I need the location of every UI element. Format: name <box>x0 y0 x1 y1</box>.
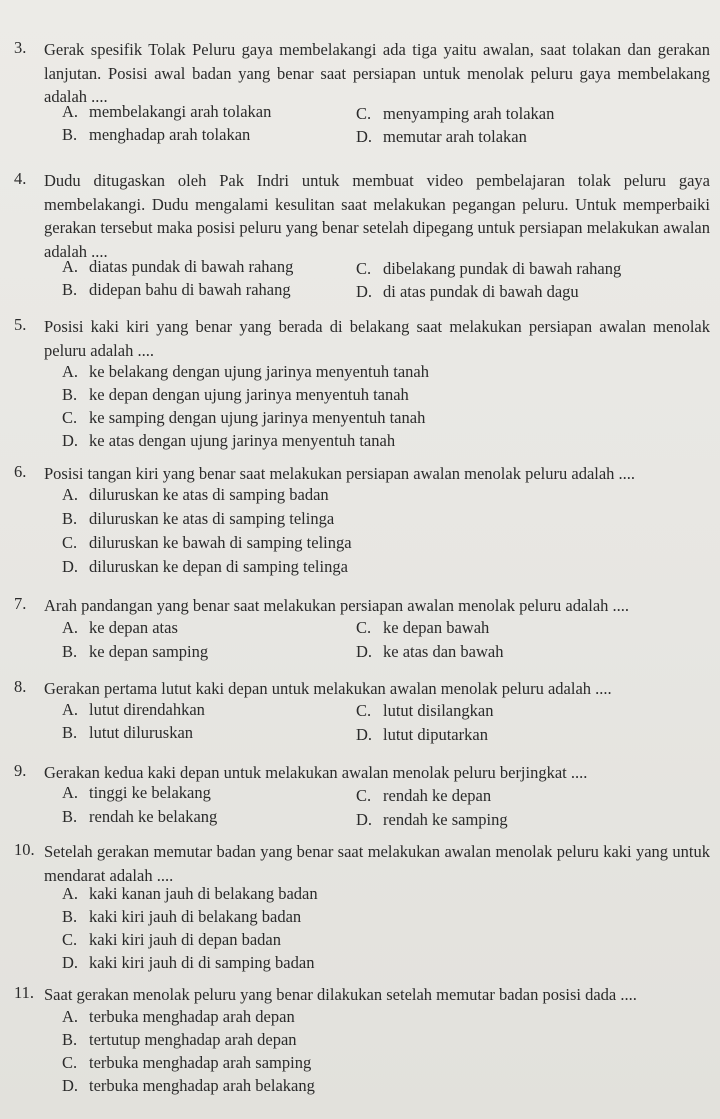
option-label: C. <box>356 786 372 805</box>
option-text: terbuka menghadap arah samping <box>89 1053 312 1072</box>
option-text: lutut direndahkan <box>89 700 205 719</box>
option-label: D. <box>356 127 373 146</box>
option-text: menyamping arah tolakan <box>383 104 555 123</box>
option-label: B. <box>62 509 78 528</box>
option-text: rendah ke depan <box>383 786 492 805</box>
option-text: diluruskan ke atas di samping telinga <box>89 509 335 528</box>
option-text: ke belakang dengan ujung jarinya menyentuh tanah <box>89 362 429 381</box>
option-label: C. <box>356 618 372 637</box>
question-text: Dudu ditugaskan oleh Pak Indri untuk membuat video pembelajaran tolak peluru gaya membelakangi. Dudu mengalami kesulitan saat melakukan pegangan peluru. Untuk memperbaiki gerakan tersebut maka posisi peluru yang benar setelah dipegang untuk persiapan melakukan awalan adalah .... <box>44 171 710 261</box>
option-label: B. <box>62 807 78 826</box>
option-text: tertutup menghadap arah depan <box>89 1030 297 1049</box>
option-text: ke depan atas <box>89 618 178 637</box>
option-label: A. <box>62 783 79 802</box>
question-text: Posisi kaki kiri yang benar yang berada di belakang saat melakukan persiapan awalan menolak peluru adalah .... <box>44 317 710 360</box>
option-text: didepan bahu di bawah rahang <box>89 280 291 299</box>
question-text: Arah pandangan yang benar saat melakukan persiapan awalan menolak peluru adalah .... <box>44 596 630 615</box>
question-text: Gerakan pertama lutut kaki depan untuk melakukan awalan menolak peluru adalah .... <box>44 679 612 698</box>
option-label: A. <box>62 362 79 381</box>
option-a[interactable] <box>62 700 205 720</box>
option-label: D. <box>62 557 79 576</box>
option-c[interactable] <box>356 618 489 638</box>
option-b[interactable] <box>62 385 409 405</box>
option-d[interactable] <box>356 642 504 662</box>
option-a[interactable] <box>62 257 293 277</box>
option-label: D. <box>62 1076 79 1095</box>
option-label: A. <box>62 884 79 903</box>
option-d[interactable] <box>62 1076 315 1096</box>
question-text: Posisi tangan kiri yang benar saat melakukan persiapan awalan menolak peluru adalah .... <box>44 464 636 483</box>
option-b[interactable] <box>62 807 217 827</box>
option-a[interactable] <box>62 362 429 382</box>
option-text: lutut disilangkan <box>383 701 494 720</box>
option-text: ke atas dengan ujung jarinya menyentuh tanah <box>89 431 396 450</box>
option-d[interactable] <box>356 127 527 147</box>
option-text: memutar arah tolakan <box>383 127 527 146</box>
option-text: diatas pundak di bawah rahang <box>89 257 294 276</box>
option-label: A. <box>62 257 79 276</box>
option-a[interactable] <box>62 884 318 904</box>
option-c[interactable] <box>356 104 554 124</box>
option-text: terbuka menghadap arah belakang <box>89 1076 315 1095</box>
option-text: rendah ke belakang <box>89 807 218 826</box>
option-c[interactable] <box>356 701 493 721</box>
option-label: D. <box>356 642 373 661</box>
question-number: 11. <box>14 983 35 1002</box>
option-text: di atas pundak di bawah dagu <box>383 282 579 301</box>
option-c[interactable] <box>62 930 281 950</box>
option-label: A. <box>62 102 79 121</box>
option-label: C. <box>62 930 78 949</box>
option-label: A. <box>62 485 79 504</box>
option-label: C. <box>356 701 372 720</box>
option-label: A. <box>62 1007 79 1026</box>
option-label: D. <box>356 810 373 829</box>
option-b[interactable] <box>62 509 334 529</box>
option-text: diluruskan ke depan di samping telinga <box>89 557 348 576</box>
option-b[interactable] <box>62 125 250 145</box>
option-b[interactable] <box>62 723 193 743</box>
option-label: B. <box>62 280 78 299</box>
option-b[interactable] <box>62 642 208 662</box>
option-text: terbuka menghadap arah depan <box>89 1007 295 1026</box>
option-b[interactable] <box>62 907 301 927</box>
option-text: kaki kiri jauh di belakang badan <box>89 907 302 926</box>
option-a[interactable] <box>62 618 178 638</box>
question-text: Saat gerakan menolak peluru yang benar dilakukan setelah memutar badan posisi dada .... <box>44 985 637 1004</box>
option-text: kaki kiri jauh di di samping badan <box>89 953 315 972</box>
option-d[interactable] <box>356 282 579 302</box>
option-text: dibelakang pundak di bawah rahang <box>383 259 622 278</box>
option-text: ke depan bawah <box>383 618 490 637</box>
option-label: B. <box>62 642 78 661</box>
option-label: B. <box>62 1030 78 1049</box>
option-text: kaki kiri jauh di depan badan <box>89 930 281 949</box>
question-text: Setelah gerakan memutar badan yang benar saat melakukan awalan menolak peluru kaki yang untuk mendarat adalah .... <box>44 842 710 885</box>
option-label: D. <box>62 953 79 972</box>
option-label: C. <box>356 259 372 278</box>
option-a[interactable] <box>62 1007 295 1027</box>
option-text: ke samping dengan ujung jarinya menyentuh tanah <box>89 408 426 427</box>
option-a[interactable] <box>62 783 211 803</box>
option-a[interactable] <box>62 485 329 505</box>
question-number: 3. <box>14 38 27 57</box>
option-d[interactable] <box>62 953 314 973</box>
option-label: C. <box>356 104 372 123</box>
option-text: diluruskan ke bawah di samping telinga <box>89 533 352 552</box>
option-d[interactable] <box>356 810 508 830</box>
option-text: menghadap arah tolakan <box>89 125 251 144</box>
option-text: rendah ke samping <box>383 810 508 829</box>
option-d[interactable] <box>356 725 488 745</box>
option-label: B. <box>62 907 78 926</box>
question-number: 10. <box>14 840 35 859</box>
option-label: B. <box>62 125 78 144</box>
option-a[interactable] <box>62 102 271 122</box>
option-c[interactable] <box>356 259 621 279</box>
option-text: membelakangi arah tolakan <box>89 102 272 121</box>
option-c[interactable] <box>62 408 425 428</box>
option-b[interactable] <box>62 280 291 300</box>
option-text: ke depan samping <box>89 642 209 661</box>
question-number: 9. <box>14 761 27 780</box>
option-d[interactable] <box>62 431 395 451</box>
option-text: ke depan dengan ujung jarinya menyentuh tanah <box>89 385 409 404</box>
option-label: C. <box>62 533 78 552</box>
option-text: diluruskan ke atas di samping badan <box>89 485 329 504</box>
question-number: 4. <box>14 169 27 188</box>
option-label: B. <box>62 723 78 742</box>
option-label: A. <box>62 700 79 719</box>
question-number: 8. <box>14 677 27 696</box>
option-label: C. <box>62 408 78 427</box>
option-label: B. <box>62 385 78 404</box>
option-c[interactable] <box>356 786 491 806</box>
option-c[interactable] <box>62 1053 311 1073</box>
option-b[interactable] <box>62 1030 297 1050</box>
option-d[interactable] <box>62 557 348 577</box>
question-number: 6. <box>14 462 27 481</box>
option-text: kaki kanan jauh di belakang badan <box>89 884 318 903</box>
option-label: A. <box>62 618 79 637</box>
option-c[interactable] <box>62 533 352 553</box>
option-text: tinggi ke belakang <box>89 783 211 802</box>
option-text: ke atas dan bawah <box>383 642 504 661</box>
question-number: 5. <box>14 315 27 334</box>
question-text: Gerak spesifik Tolak Peluru gaya membelakangi ada tiga yaitu awalan, saat tolakan dan gerakan lanjutan. Posisi awal badan yang benar saat persiapan untuk menolak peluru gaya membelakang adalah .... <box>44 40 710 106</box>
option-label: C. <box>62 1053 78 1072</box>
option-label: D. <box>356 282 373 301</box>
option-label: D. <box>62 431 79 450</box>
option-label: D. <box>356 725 373 744</box>
option-text: lutut diputarkan <box>383 725 488 744</box>
option-text: lutut diluruskan <box>89 723 194 742</box>
question-text: Gerakan kedua kaki depan untuk melakukan awalan menolak peluru berjingkat .... <box>44 763 588 782</box>
question-number: 7. <box>14 594 27 613</box>
